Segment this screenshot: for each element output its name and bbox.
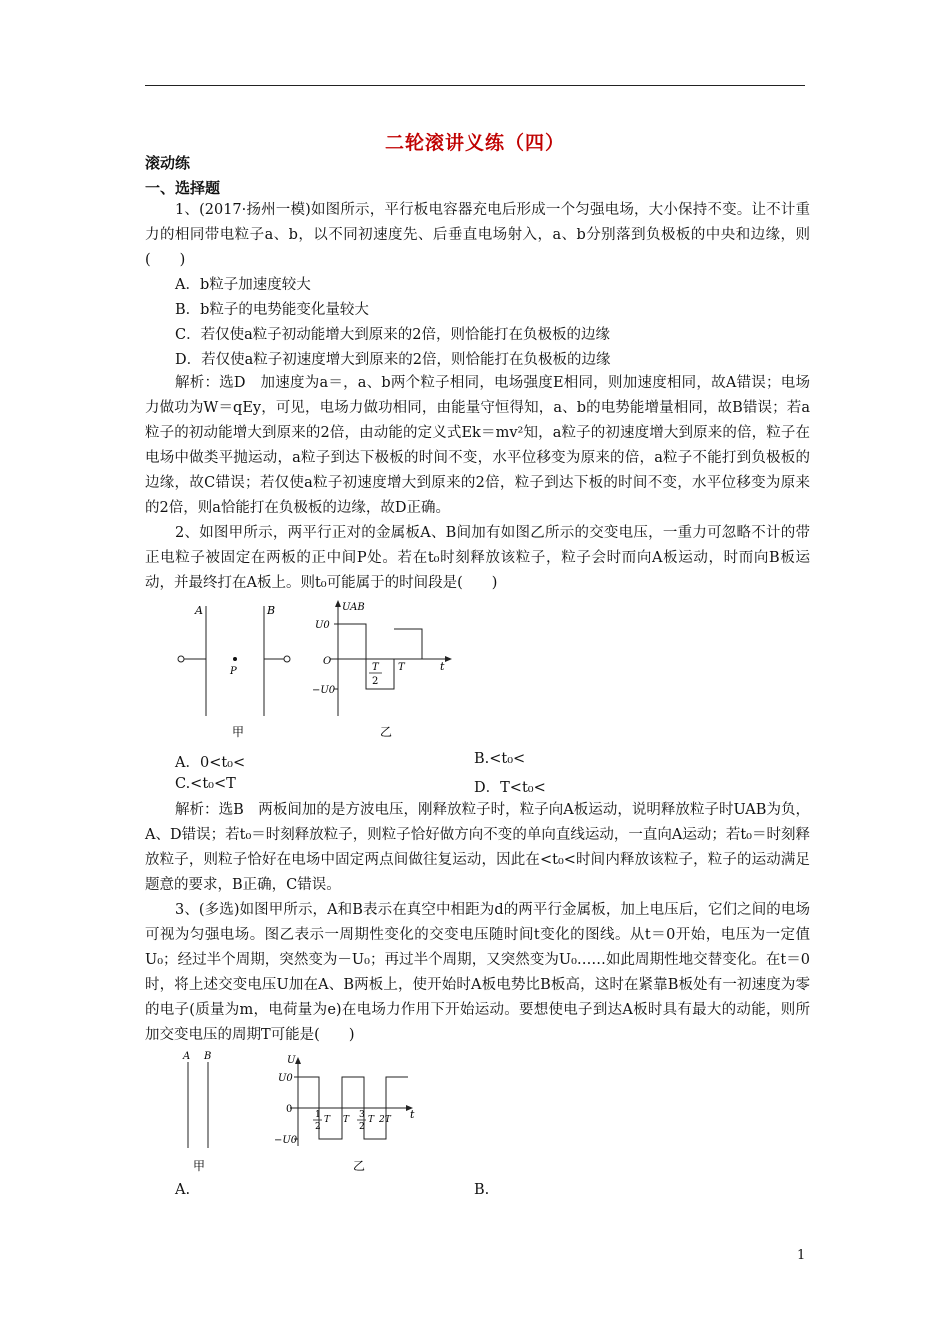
page-number: 1: [797, 1248, 806, 1263]
q2-option-a: A．0<t₀<: [175, 755, 246, 771]
q2-particle-point: [233, 657, 237, 661]
q1-analysis: 解析：选D 加速度为a＝，a、b两个粒子相同，电场强度E相同，则加速度相同，故A错误；电场力做功为W＝qEy，可见，电场力做功相同，由能量守恒得知，a、b的电势能增量相同，故B错误；若a粒子的初动能增大到原来的2倍，由动能的定义式Ek＝mv²知，a粒子的初速度增大到原来的倍，粒子在电场中做类平抛运动，a粒子到达下极板的时间不变，水平位移变为原来的倍，a粒子不能打到负极板的边缘，故C错误；若仅使a粒子初速度增大到原来的2倍，粒子到达下板的时间不变，水平位移变为原来的2倍，则a恰能打在负极板的边缘，故D正确。: [145, 375, 810, 516]
q2-origin: O: [323, 656, 332, 667]
q3-tick-3half-t: T: [368, 1115, 375, 1125]
q2-axis-t: t: [440, 660, 445, 673]
q2-label-p: P: [230, 666, 237, 677]
subsection-heading: 一、选择题: [145, 179, 221, 197]
q2-option-b: B.<t₀<: [474, 751, 526, 767]
q2-tick-t: T: [398, 662, 405, 673]
q2-option-d: D．T<t₀<: [474, 780, 546, 796]
section-heading: 滚动练: [145, 154, 191, 172]
q3-tick-3half-den: 2: [359, 1122, 365, 1132]
header-rule: [145, 85, 805, 86]
q3-caption-jia: 甲: [193, 1159, 206, 1173]
q2-analysis: 解析：选B 两板间加的是方波电压，刚释放粒子时，粒子向A板运动，说明释放粒子时UAB为负，A、D错误；若t₀＝时刻释放粒子，则粒子恰好做方向不变的单向直线运动，一直向A运动；若t₀＝时刻释放粒子，则粒子恰好在电场中固定两点间做往复运动，因此在<t₀<时间内释放该粒子，粒子的运动满足题意的要求，B正确，C错误。: [145, 802, 810, 893]
q1-option-c: C．若仅使a粒子初动能增大到原来的2倍，则恰能打在负极板的边缘: [175, 327, 610, 343]
q2-caption-yi: 乙: [380, 725, 393, 739]
q3-caption-yi: 乙: [353, 1159, 366, 1173]
q3-tick-2t: 2T: [379, 1115, 391, 1125]
q2-label-a: A: [195, 604, 203, 617]
q2-stem: 2、如图甲所示，两平行正对的金属板A、B间加有如图乙所示的交变电压，一重力可忽略不计的带正电粒子被固定在两板的正中间P处。若在t₀时刻释放该粒子，粒子会时而向A板运动，时而向B板运动，并最终打在A板上。则t₀可能属于的时间段是( ): [145, 525, 810, 591]
page-title: 二轮滚讲义练（四）: [384, 132, 565, 154]
q1-option-d: D．若仅使a粒子初速度增大到原来的2倍，则恰能打在负极板的边缘: [175, 352, 611, 368]
q1-option-b: B．b粒子的电势能变化量较大: [175, 302, 369, 318]
q2-tick-neg-u0: −U0: [312, 685, 336, 696]
q3-tick-3half-num: 3: [359, 1110, 365, 1120]
q3-label-b: B: [204, 1051, 212, 1062]
q2-tick-half-den: 2: [372, 676, 379, 687]
q3-option-a: A.: [175, 1182, 191, 1198]
q2-tick-u0: U0: [315, 620, 330, 631]
q1-option-a: A．b粒子加速度较大: [175, 277, 311, 293]
q3-tick-half-t: T: [324, 1115, 331, 1125]
q3-stem: 3、(多选)如图甲所示，A和B表示在真空中相距为d的两平行金属板，加上电压后，它们之间的电场可视为匀强电场。图乙表示一周期性变化的交变电压随时间t变化的图线。从t＝0开始，电压为一定值U₀；经过半个周期，突然变为－U₀；再过半个周期，又突然变为U₀……如此周期性地交替变化。在t＝0时，将上述交变电压U加在A、B两板上，使开始时A板电势比B板高，这时在紧靠B板处有一初速度为零的电子(质量为m，电荷量为e)在电场力作用下开始运动。要想使电子到达A板时具有最大的动能，则所加交变电压的周期T可能是( ): [145, 902, 810, 1043]
q3-tick-half-den: 2: [315, 1122, 321, 1132]
q2-figure: [170, 598, 460, 748]
q1-stem: 1、(2017·扬州一模)如图所示，平行板电容器充电后形成一个匀强电场，大小保持不变。让不计重力的相同带电粒子a、b，以不同初速度先、后垂直电场射入，a、b分别落到负极板的中央和边缘，则( ): [145, 202, 810, 268]
q3-axis-t: t: [410, 1108, 415, 1121]
q3-label-a: A: [183, 1051, 191, 1062]
q2-caption-jia: 甲: [232, 725, 245, 739]
q2-option-c: C.<t₀<T: [175, 776, 236, 792]
q3-tick-t: T: [343, 1115, 350, 1125]
q3-origin: 0: [286, 1104, 293, 1115]
q2-tick-half-t: T: [372, 662, 379, 673]
q3-tick-neg-u0: −U0: [274, 1135, 298, 1146]
q3-tick-u0: U0: [278, 1073, 293, 1084]
q2-label-b: B: [267, 604, 276, 617]
q2-axis-uab: UAB: [342, 602, 365, 613]
q3-tick-half-num: 1: [315, 1110, 321, 1120]
q3-option-b: B.: [474, 1182, 490, 1198]
q3-figure: [170, 1048, 430, 1178]
q3-axis-u: U: [287, 1055, 296, 1066]
